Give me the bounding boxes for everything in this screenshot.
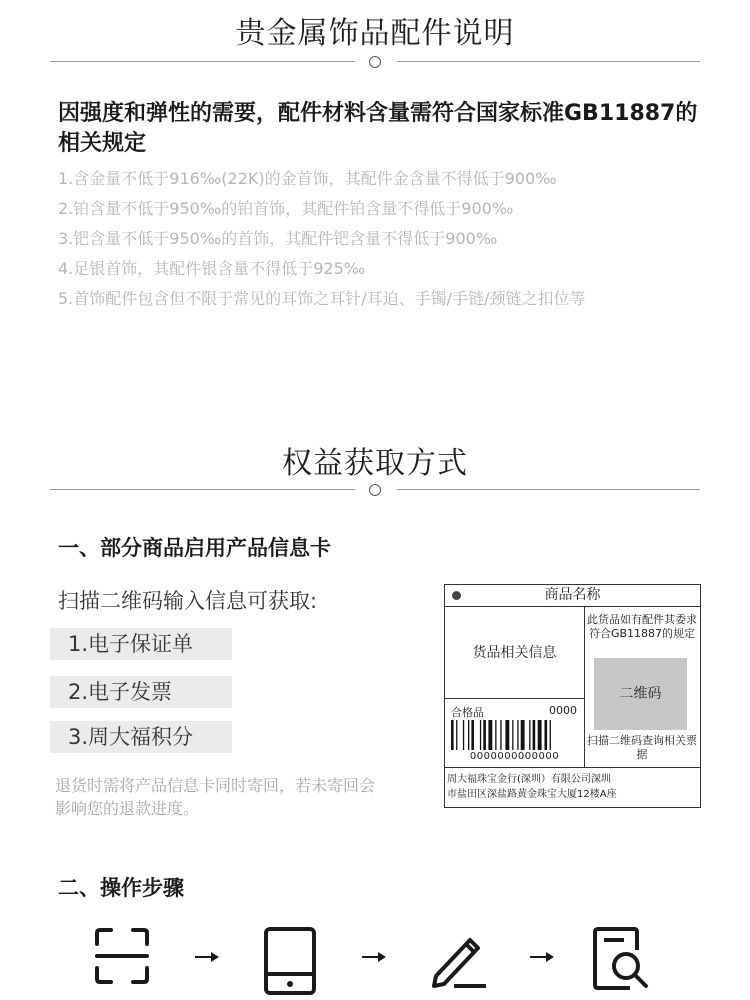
part2-heading: 二、操作步骤 — [58, 876, 184, 900]
rule-item: 2.铂含量不低于950‰的铂首饰，其配件铂含量不得低于900‰ — [58, 199, 514, 218]
benefit-item: 1.电子保证单 — [50, 628, 232, 660]
rules-list — [58, 164, 585, 314]
divider-ring-icon — [369, 484, 381, 496]
standard-lead-text: 因强度和弹性的需要，配件材料含量需符合国家标准GB11887的相关规定 — [58, 101, 698, 156]
title-divider — [50, 484, 700, 496]
rule-item: 3.钯含量不低于950‰的首饰，其配件钯含量不得低于900‰ — [58, 229, 498, 248]
barcode-digits: 0000000000000 — [469, 751, 560, 762]
barcode-icon — [451, 720, 579, 750]
card-cert-label: 合格品 — [451, 706, 484, 719]
card-footer-line: 周大福珠宝金行(深圳）有限公司深圳 — [447, 774, 611, 785]
part1-heading: 一、部分商品启用产品信息卡 — [58, 536, 331, 560]
title-divider — [50, 56, 700, 68]
arrow-right-icon — [360, 950, 388, 964]
card-left-panel — [445, 607, 585, 767]
arrow-right-icon — [193, 950, 221, 964]
dot-icon — [452, 591, 461, 600]
card-requirement-text: 此货品如有配件其委求符合GB11887的规定 — [587, 613, 697, 640]
scan-frame-icon — [93, 926, 151, 986]
card-product-info: 货品相关信息 — [445, 607, 584, 699]
return-note: 退货时需将产品信息卡同时寄回，若未寄回会影响您的退款进度。 — [55, 776, 376, 818]
tablet-icon — [263, 926, 317, 996]
divider-ring-icon — [369, 56, 381, 68]
rule-item: 4.足银首饰，其配件银含量不得低于925‰ — [58, 259, 366, 278]
pencil-icon — [428, 926, 488, 988]
benefit-item: 3.周大福积分 — [50, 721, 232, 753]
card-header — [445, 585, 700, 607]
benefit-item: 2.电子发票 — [50, 676, 232, 708]
card-footer-line: 市盐田区深盐路黄金珠宝大厦12楼A座 — [447, 789, 617, 800]
qr-code-placeholder: 二维码 — [594, 658, 687, 730]
rule-item: 1.含金量不低于916‰(22K)的金首饰，其配件金含量不得低于900‰ — [58, 169, 557, 188]
rule-item: 5.首饰配件包含但不限于常见的耳饰之耳针/耳迫、手镯/手链/颈链之扣位等 — [58, 289, 586, 308]
card-scan-hint: 扫描二维码查询相关票据 — [587, 734, 697, 761]
scan-intro-text: 扫描二维码输入信息可获取: — [58, 589, 318, 613]
product-info-card — [444, 584, 701, 808]
document-search-icon — [592, 926, 652, 992]
card-header-label: 商品名称 — [544, 587, 601, 603]
card-code: 0000 — [549, 704, 577, 717]
card-footer — [445, 767, 700, 807]
section-title-benefits: 权益获取方式 — [282, 446, 468, 481]
card-right-panel — [585, 607, 699, 767]
arrow-right-icon — [528, 950, 556, 964]
section-title-accessories: 贵金属饰品配件说明 — [235, 16, 515, 51]
